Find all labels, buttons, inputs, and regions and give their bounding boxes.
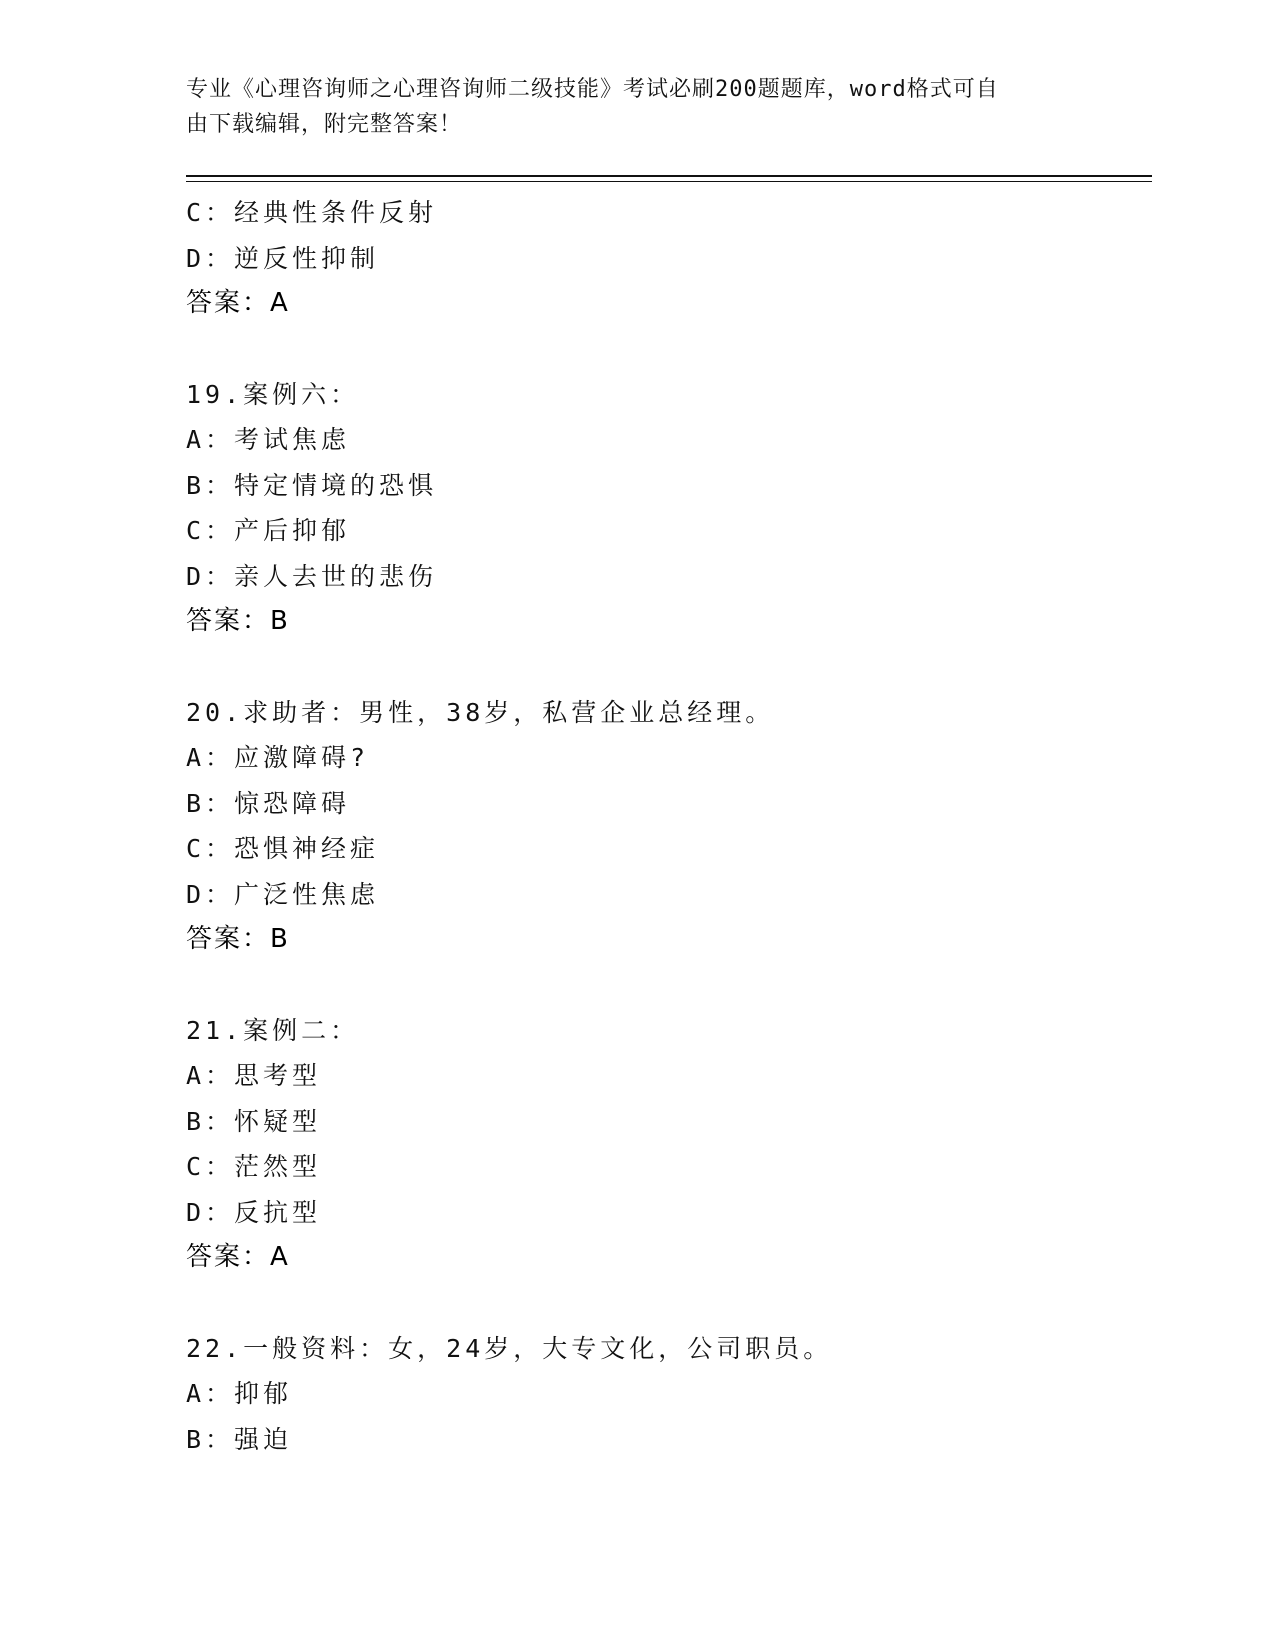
option-b: B：惊恐障碍: [186, 788, 351, 818]
option-c: C：茫然型: [186, 1152, 322, 1181]
header-divider-thick: [186, 175, 1152, 177]
header-line-1: 专业《心理咨询师之心理咨询师二级技能》考试必刷200题题库，word格式可自: [186, 77, 999, 102]
option-d: D：广泛性焦虑: [186, 879, 380, 909]
option-b: B：强迫: [186, 1424, 293, 1454]
option-b: B：怀疑型: [186, 1106, 322, 1136]
spacer: [186, 645, 1152, 690]
option-a: A：考试焦虑: [186, 425, 351, 454]
header-divider-thin: [186, 181, 1152, 182]
question-22: [186, 1326, 1152, 1463]
question-list: [186, 190, 1152, 1462]
option-a: A：应激障碍?: [186, 743, 370, 772]
option-d: D：亲人去世的悲伤: [186, 561, 438, 591]
question-19: [186, 372, 1152, 645]
option-a: A：思考型: [186, 1061, 322, 1090]
option-c: C：恐惧神经症: [186, 834, 380, 863]
option-a: A：抑郁: [186, 1379, 293, 1408]
spacer: [186, 963, 1152, 1008]
answer-line: 答案：B: [186, 924, 290, 954]
answer-line: 答案：A: [186, 288, 290, 318]
question-text: 22.一般资料：女，24岁，大专文化，公司职员。: [186, 1333, 833, 1363]
question-text: 19.案例六：: [186, 379, 360, 409]
document-header: [186, 72, 1066, 142]
question-21: [186, 1008, 1152, 1281]
answer-line: 答案：A: [186, 1242, 290, 1272]
option-d: D：逆反性抑制: [186, 243, 380, 273]
question-text: 20.求助者：男性，38岁，私营企业总经理。: [186, 697, 775, 727]
option-c: C：经典性条件反射: [186, 198, 438, 227]
header-line-2: 由下载编辑，附完整答案！: [186, 112, 463, 137]
answer-line: 答案：B: [186, 606, 290, 636]
option-b: B：特定情境的恐惧: [186, 470, 438, 500]
option-c: C：产后抑郁: [186, 516, 351, 545]
question-20: [186, 690, 1152, 963]
question-18-tail: [186, 190, 1152, 327]
option-d: D：反抗型: [186, 1197, 322, 1227]
spacer: [186, 327, 1152, 372]
question-text: 21.案例二：: [186, 1015, 360, 1045]
spacer: [186, 1281, 1152, 1326]
